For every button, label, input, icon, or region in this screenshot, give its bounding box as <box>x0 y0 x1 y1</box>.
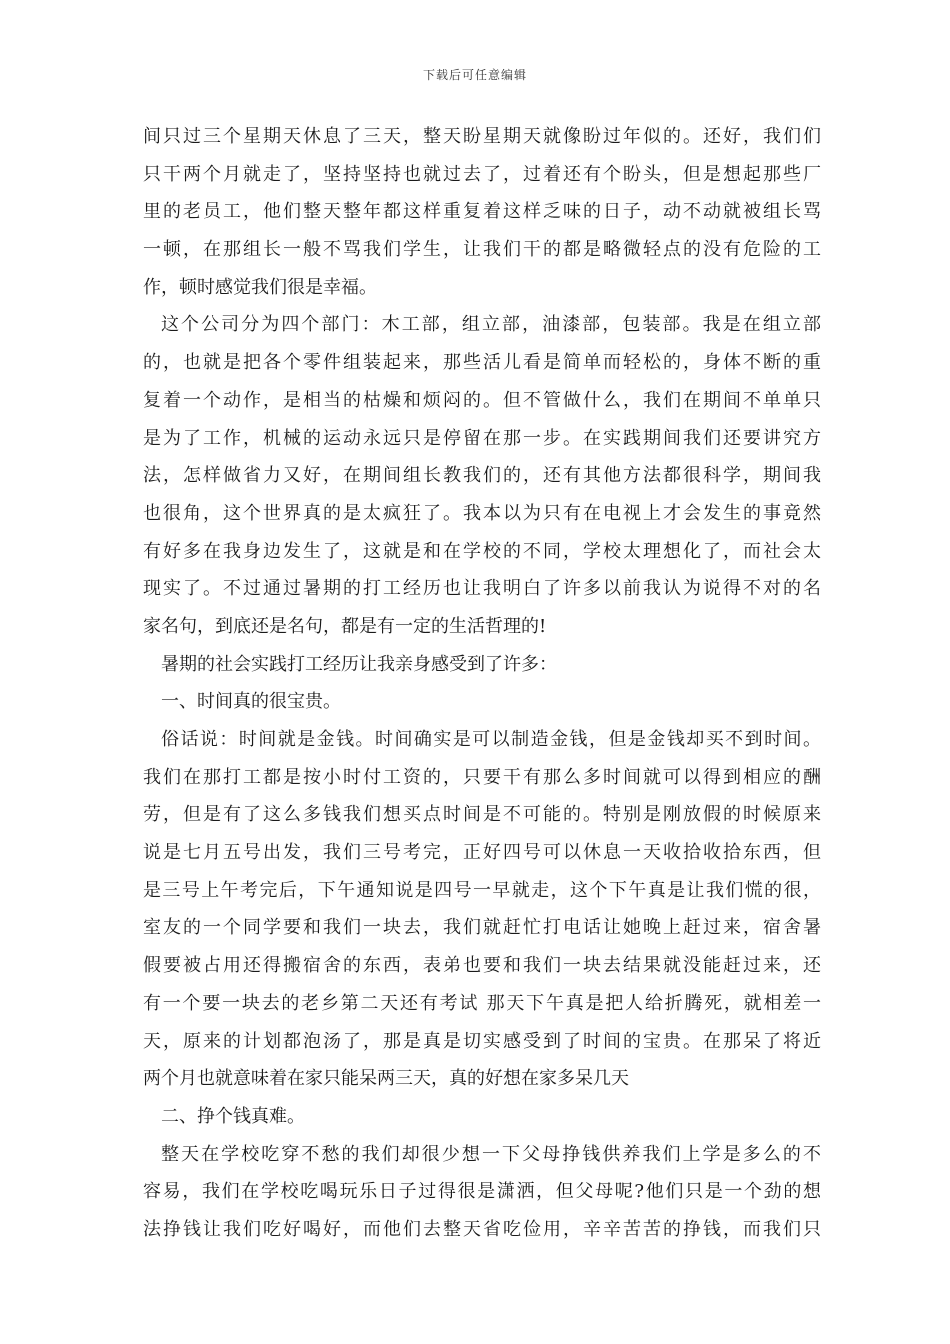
text-line: 是为了工作，机械的运动永远只是停留在那一步。在实践期间我们还要讲究方 <box>143 427 821 449</box>
text-line: 二、挣个钱真难。 <box>161 1105 305 1127</box>
text-line: 间只过三个星期天休息了三天，整天盼星期天就像盼过年似的。还好，我们们 <box>143 126 821 147</box>
text-line: 暑期的社会实践打工经历让我亲身感受到了许多： <box>161 653 557 675</box>
text-line: 现实了。不过通过暑期的打工经历也让我明白了许多以前我认为说得不对的名 <box>143 578 821 600</box>
text-line: 法，怎样做省力又好，在期间组长教我们的，还有其他方法都很科学，期间我 <box>143 465 821 487</box>
text-line: 一顿，在那组长一般不骂我们学生，让我们干的都是略微轻点的没有危险的工 <box>143 239 821 261</box>
text-line: 两个月也就意味着在家只能呆两三天，真的好想在家多呆几天 <box>143 1068 629 1090</box>
text-line: 天，原来的计划都泡汤了，那是真是切实感受到了时间的宝贵。在那呆了将近 <box>143 1030 821 1052</box>
text-line: 室友的一个同学要和我们一块去，我们就赶忙打电话让她晚上赶过来，宿舍暑 <box>143 917 821 939</box>
text-line: 有一个要一块去的老乡第二天还有考试 那天下午真是把人给折腾死，就相差一 <box>143 992 821 1014</box>
text-line: 是三号上午考完后，下午通知说是四号一早就走，这个下午真是让我们慌的很， <box>143 879 821 901</box>
text-line: 的，也就是把各个零件组装起来，那些活儿看是简单而轻松的，身体不断的重 <box>143 352 821 374</box>
text-line: 里的老员工，他们整天整年都这样重复着这样乏味的日子，动不动就被组长骂 <box>143 201 821 223</box>
text-line: 也很角，这个世界真的是太疯狂了。我本以为只有在电视上才会发生的事竟然 <box>143 502 821 524</box>
text-line: 劳，但是有了这么多钱我们想买点时间是不可能的。特别是刚放假的时候原来 <box>143 804 821 826</box>
text-line: 家名句，到底还是名句，都是有一定的生活哲理的! <box>143 615 547 637</box>
text-line: 作，顿时感觉我们很是幸福。 <box>143 276 377 298</box>
header-note: 下载后可任意编辑 <box>422 68 527 82</box>
text-line: 有好多在我身边发生了，这就是和在学校的不同，学校太理想化了，而社会太 <box>143 540 821 562</box>
text-line: 整天在学校吃穿不愁的我们却很少想一下父母挣钱供养我们上学是多么的不 <box>161 1143 821 1165</box>
text-line: 一、时间真的很宝贵。 <box>161 691 341 713</box>
text-line: 容易，我们在学校吃喝玩乐日子过得很是潇洒，但父母呢?他们只是一个劲的想 <box>143 1181 821 1203</box>
text-line: 法挣钱让我们吃好喝好，而他们去整天省吃俭用，辛辛苦苦的挣钱，而我们只 <box>143 1218 821 1240</box>
text-line: 这个公司分为四个部门：木工部，组立部，油漆部，包装部。我是在组立部 <box>161 314 821 336</box>
text-line: 说是七月五号出发，我们三号考完，正好四号可以休息一天收拾收拾东西，但 <box>143 842 821 864</box>
body-text <box>143 118 821 1249</box>
text-line: 俗话说：时间就是金钱。时间确实是可以制造金钱，但是金钱却买不到时间。 <box>161 729 821 750</box>
text-line: 只干两个月就走了，坚持坚持也就过去了，过着还有个盼头，但是想起那些厂 <box>143 163 821 185</box>
text-line: 复着一个动作，是相当的枯燥和烦闷的。但不管做什么，我们在期间不单单只 <box>143 389 821 411</box>
text-line: 我们在那打工都是按小时付工资的，只要干有那么多时间就可以得到相应的酬 <box>143 766 821 788</box>
text-line: 假要被占用还得搬宿舍的东西，表弟也要和我们一块去结果就没能赶过来，还 <box>143 955 821 977</box>
